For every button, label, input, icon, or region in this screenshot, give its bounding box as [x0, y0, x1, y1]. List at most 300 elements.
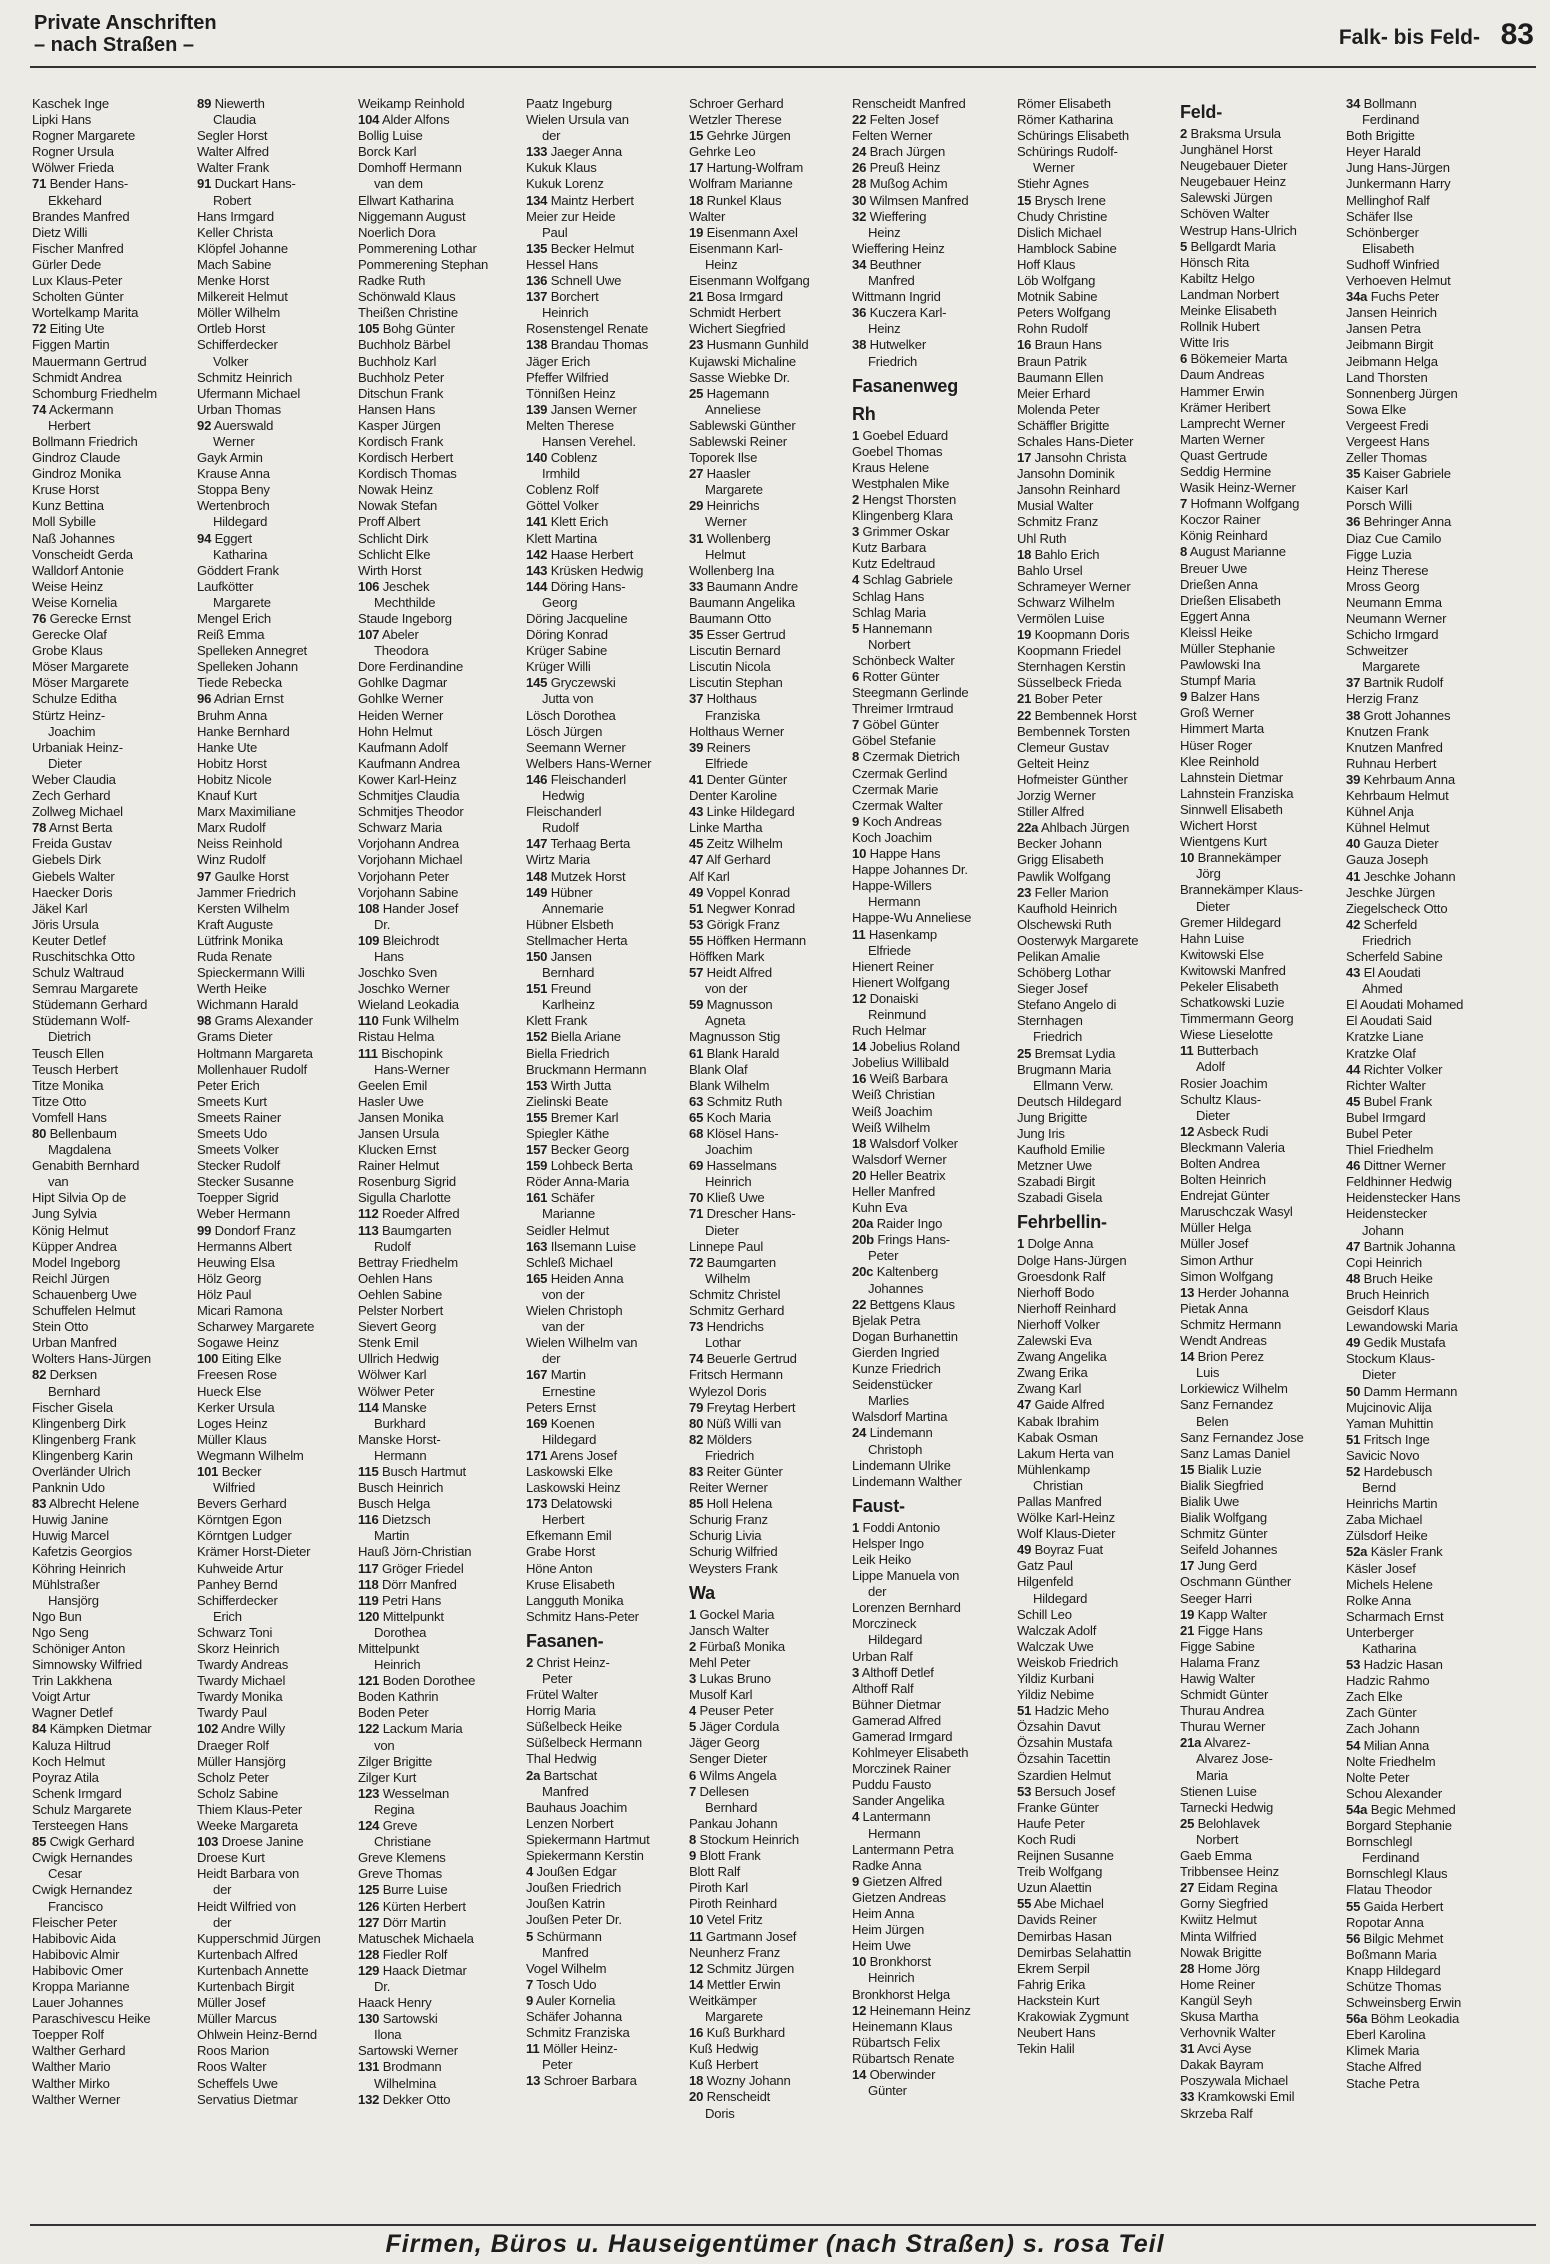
directory-entry: 96 Adrian Ernst	[197, 691, 284, 707]
directory-entry: 12 Heinemann Heinz	[852, 2002, 971, 2018]
directory-entry: Renscheidt Manfred	[852, 96, 966, 111]
directory-entry: Wasik Heinz-Werner	[1180, 480, 1296, 496]
directory-entry: Schmitz Heinrich	[197, 369, 293, 385]
directory-entry: Weiß Christian	[852, 1087, 935, 1103]
directory-entry: 1 Goebel Eduard	[852, 427, 949, 443]
directory-entry: 53 Görigk Franz	[689, 916, 780, 932]
directory-entry: 27 Haasler	[689, 466, 751, 482]
directory-entry: 18 Runkel Klaus	[689, 192, 782, 208]
directory-entry: 15 Gehrke Jürgen	[689, 128, 791, 144]
directory-entry: Schlag Hans	[852, 588, 925, 604]
directory-entry: 138 Brandau Thomas	[526, 337, 649, 353]
directory-entry: Kohlmeyer Elisabeth	[852, 1745, 969, 1761]
house-number: 109	[358, 932, 380, 948]
directory-entry: Marx Rudolf	[197, 820, 266, 836]
directory-entry: Jäkel Karl	[32, 900, 88, 916]
house-number: 71	[689, 1206, 704, 1222]
directory-entry: Neubert Hans	[1017, 2025, 1096, 2041]
directory-entry: Uhl Ruth	[1017, 530, 1067, 546]
directory-entry: Koch Joachim	[852, 829, 932, 845]
directory-entry: Simnowsky Wilfried	[32, 1657, 142, 1673]
directory-entry: Seddig Hermine	[1180, 463, 1272, 479]
directory-entry: Käsler Josef	[1346, 1560, 1416, 1576]
directory-entry: Radke Anna	[852, 1857, 922, 1873]
directory-entry: Huwig Marcel	[32, 1528, 109, 1544]
directory-entry: Fischer Manfred	[32, 240, 124, 256]
house-number: 101	[197, 1463, 219, 1479]
directory-entry: Richter Walter	[1346, 1077, 1426, 1093]
directory-entry: Rolke Anna	[1346, 1592, 1411, 1608]
directory-entry: 39 Reiners	[689, 739, 751, 755]
house-number: 35	[1346, 466, 1361, 482]
house-number: 16	[852, 1071, 867, 1087]
house-number: 82	[689, 1431, 704, 1447]
house-number: 18	[689, 192, 704, 208]
directory-entry: 7 Hofmann Wolfgang	[1180, 496, 1300, 512]
directory-entry: Kordisch Frank	[358, 433, 444, 449]
directory-entry: Bleckmann Valeria	[1180, 1139, 1285, 1155]
directory-entry: Schmitz Franziska	[526, 2025, 630, 2041]
directory-entry: 10 Bronkhorst	[852, 1954, 931, 1970]
entry-continuation: Ilona	[374, 2027, 402, 2043]
directory-entry: Bubel Peter	[1346, 1126, 1413, 1141]
directory-entry: 120 Mittelpunkt	[358, 1608, 444, 1624]
entry-continuation: Dr.	[374, 1978, 391, 1994]
house-number: 108	[358, 900, 380, 916]
directory-entry: Wiese Lieselotte	[1180, 1027, 1273, 1043]
directory-entry: Zach Günter	[1346, 1705, 1417, 1721]
directory-entry: 5 Jäger Cordula	[689, 1719, 780, 1735]
directory-entry: Weiß Joachim	[852, 1103, 933, 1119]
directory-entry: Happe-Wu Anneliese	[852, 910, 972, 926]
house-number: 4	[852, 1809, 860, 1825]
directory-entry: 31 Avci Ayse	[1180, 2041, 1252, 2057]
entry-continuation: Hildegard	[542, 1431, 597, 1447]
directory-entry: 13 Schroer Barbara	[526, 2073, 637, 2089]
entry-continuation: Robert	[213, 192, 252, 208]
house-number: 73	[689, 1319, 704, 1335]
house-number: 134	[526, 192, 548, 208]
directory-entry: Vorjohann Sabine	[358, 884, 459, 900]
house-number: 102	[197, 1721, 219, 1737]
directory-entry: Stellmacher Herta	[526, 932, 628, 948]
directory-entry: Schmitz Günter	[1180, 1526, 1268, 1542]
page-header-section	[34, 12, 217, 56]
directory-entry: 21 Bosa Irmgard	[689, 289, 783, 305]
directory-entry: Krämer Heribert	[1180, 399, 1271, 415]
house-number: 7	[526, 1976, 534, 1992]
directory-entry: Wirth Horst	[358, 562, 422, 578]
entry-continuation: Bernd	[1362, 1480, 1396, 1496]
directory-entry: Klimek Maria	[1346, 2043, 1420, 2059]
directory-entry: Müller Marcus	[197, 2011, 277, 2027]
directory-entry: Stiehr Agnes	[1017, 176, 1089, 192]
directory-entry: Schmidt Herbert	[689, 305, 781, 321]
house-number: 53	[689, 916, 704, 932]
entry-continuation: Dieter	[48, 755, 82, 771]
directory-entry: Klingenberg Frank	[32, 1431, 136, 1447]
directory-entry: Vorjohann Michael	[358, 852, 463, 868]
house-number: 22a	[1017, 820, 1039, 836]
directory-entry: Schulz Waltraud	[32, 965, 124, 981]
entry-continuation: Hans-Werner	[374, 1061, 450, 1077]
entry-continuation: Johann	[1362, 1222, 1404, 1238]
directory-entry: Hadzic Rahmo	[1346, 1673, 1430, 1689]
directory-entry: 5 Schürmann	[526, 1928, 602, 1944]
directory-entry: Stecker Rudolf	[197, 1158, 281, 1174]
directory-entry: Bjelak Petra	[852, 1312, 921, 1328]
directory-entry: Zwang Angelika	[1017, 1349, 1107, 1365]
directory-entry: Milkereit Helmut	[197, 289, 288, 305]
directory-entry: 124 Greve	[358, 1818, 418, 1834]
directory-entry: Coblenz Rolf	[526, 482, 599, 498]
directory-entry: Welbers Hans-Werner	[526, 755, 652, 771]
directory-entry: Wielen Ursula van	[526, 112, 629, 128]
directory-entry: Heim Jürgen	[852, 1922, 925, 1938]
directory-entry: 1 Gockel Maria	[689, 1606, 775, 1622]
directory-entry: Pelster Norbert	[358, 1303, 444, 1319]
directory-entry: Pommerening Lothar	[358, 240, 477, 256]
directory-entry: 146 Fleischanderl	[526, 771, 626, 787]
directory-entry: Reichl Jürgen	[32, 1270, 110, 1286]
directory-entry: 37 Holthaus	[689, 691, 757, 707]
directory-entry: Koczor Rainer	[1180, 512, 1261, 528]
directory-entry: Molenda Peter	[1017, 401, 1100, 417]
directory-entry: 38 Hutwelker	[852, 337, 927, 353]
directory-entry: Jansohn Reinhard	[1017, 482, 1121, 498]
directory-entry: Klingenberg Dirk	[32, 1415, 126, 1431]
directory-entry: Walther Gerhard	[32, 2043, 126, 2059]
directory-entry: Jansch Walter	[689, 1622, 769, 1638]
house-number: 131	[358, 2059, 380, 2075]
house-number: 28	[1180, 1960, 1195, 1976]
street-heading: Wa	[689, 1582, 715, 1603]
directory-entry: Lipki Hans	[32, 112, 92, 128]
directory-entry: Sigulla Charlotte	[358, 1190, 451, 1206]
street-heading: Feld-	[1180, 102, 1222, 122]
directory-entry: 18 Wozny Johann	[689, 2073, 791, 2089]
directory-entry: Weise Heinz	[32, 578, 104, 594]
house-number: 31	[1180, 2041, 1195, 2057]
directory-entry: Schmitz Christel	[689, 1286, 781, 1302]
directory-entry: Gelteit Heinz	[1017, 755, 1090, 771]
directory-entry: 94 Eggert	[197, 530, 252, 546]
directory-entry: Rogner Ursula	[32, 144, 114, 160]
directory-entry: Salewski Jürgen	[1180, 190, 1273, 206]
directory-entry: Sowa Elke	[1346, 401, 1407, 417]
directory-entry: Scholz Peter	[197, 1769, 269, 1785]
directory-entry: Schönbeck Walter	[852, 652, 955, 668]
house-number: 51	[1346, 1431, 1361, 1447]
directory-entry: Kerker Ursula	[197, 1399, 275, 1415]
directory-entry: Zech Gerhard	[32, 788, 111, 804]
directory-entry: Matuschek Michaela	[358, 1930, 474, 1946]
directory-entry: 1 Foddi Antonio	[852, 1519, 941, 1535]
directory-entry: 143 Krüsken Hedwig	[526, 562, 644, 578]
directory-entry: Koch Helmut	[32, 1753, 105, 1769]
directory-entry: Müller Klaus	[197, 1431, 267, 1447]
directory-entry: Walsdorf Martina	[852, 1409, 948, 1425]
house-number: 14	[689, 1976, 704, 1992]
directory-entry: 29 Heinrichs	[689, 498, 760, 514]
directory-entry: 10 Vetel Fritz	[689, 1912, 763, 1928]
directory-entry: Joschko Sven	[358, 965, 438, 981]
directory-entry: Seemann Werner	[526, 739, 626, 755]
directory-entry: Jobelius Willibald	[852, 1055, 949, 1071]
directory-entry: Hamblock Sabine	[1017, 240, 1117, 256]
directory-entry: 2 Christ Heinz-	[526, 1654, 610, 1670]
directory-entry: Lahnstein Dietmar	[1180, 769, 1283, 785]
house-number: 10	[852, 846, 867, 862]
entry-continuation: Christian	[1033, 1477, 1083, 1493]
entry-continuation: der	[542, 1351, 561, 1367]
directory-entry: Rohn Rudolf	[1017, 321, 1088, 337]
directory-entry: Sogawe Heinz	[197, 1335, 280, 1351]
house-number: 25	[1017, 1045, 1032, 1061]
directory-entry: Winz Rudolf	[197, 852, 266, 868]
house-number: 4	[852, 572, 860, 588]
directory-entry: Ruhnau Herbert	[1346, 755, 1437, 771]
directory-entry: 20 Heller Beatrix	[852, 1167, 946, 1183]
directory-entry: Lindemann Walther	[852, 1473, 962, 1489]
directory-entry: 20 Renscheidt	[689, 2089, 771, 2105]
directory-entry: 44 Richter Volker	[1346, 1061, 1443, 1077]
house-number: 74	[689, 1351, 704, 1367]
house-number: 85	[32, 1834, 47, 1850]
directory-entry: Pfeffer Wilfried	[526, 369, 609, 385]
directory-entry: Rübartsch Renate	[852, 2050, 955, 2066]
house-number: 129	[358, 1962, 380, 1978]
directory-entry: Joußen Peter Dr.	[526, 1912, 622, 1928]
directory-entry: Thurau Werner	[1180, 1719, 1266, 1735]
house-number: 139	[526, 401, 548, 417]
house-number: 97	[197, 868, 212, 884]
house-number: 136	[526, 273, 548, 289]
house-number: 122	[358, 1721, 380, 1737]
directory-entry: Halama Franz	[1180, 1654, 1260, 1670]
directory-entry: Noerlich Dora	[358, 224, 436, 240]
directory-entry: 13 Herder Johanna	[1180, 1284, 1289, 1300]
house-number: 147	[526, 836, 548, 852]
house-number: 23	[1017, 884, 1032, 900]
directory-entry: Höffken Mark	[689, 948, 765, 964]
directory-entry: 68 Klösel Hans-	[689, 1126, 779, 1141]
directory-entry: Schultz Klaus-	[1180, 1091, 1261, 1107]
directory-entry: 52a Käsler Frank	[1346, 1544, 1443, 1560]
directory-entry: 113 Baumgarten	[358, 1222, 452, 1238]
directory-entry: Köhring Heinrich	[32, 1560, 126, 1576]
house-number: 5	[852, 620, 860, 636]
directory-entry: 42 Scherfeld	[1346, 916, 1418, 932]
directory-entry: Habibovic Almir	[32, 1946, 120, 1962]
directory-entry: Kleissl Heike	[1180, 624, 1253, 640]
directory-entry: Hönsch Rita	[1180, 254, 1250, 270]
entry-continuation: van der	[542, 1319, 585, 1335]
directory-entry: Walczak Adolf	[1017, 1622, 1097, 1638]
entry-continuation: Martin	[374, 1528, 410, 1544]
directory-entry: Pallas Manfred	[1017, 1493, 1102, 1509]
directory-entry: Musolf Karl	[689, 1687, 753, 1703]
directory-entry: 132 Dekker Otto	[358, 2091, 451, 2107]
directory-entry: Oosterwyk Margarete	[1017, 932, 1139, 948]
header-line-1: Private Anschriften	[34, 12, 217, 34]
directory-entry: Kühnel Helmut	[1346, 820, 1430, 836]
directory-entry: 20b Frings Hans-	[852, 1232, 950, 1248]
entry-continuation: Hildegard	[868, 1632, 923, 1648]
directory-entry: Rainer Helmut	[358, 1158, 440, 1174]
entry-continuation: von der	[542, 1286, 585, 1302]
directory-entry: Eisenmann Wolfgang	[689, 273, 810, 289]
directory-entry: Wölwer Frieda	[32, 160, 114, 176]
directory-entry: Model Ingeborg	[32, 1254, 121, 1270]
directory-entry: Kutz Barbara	[852, 540, 927, 556]
directory-entry: Hüser Roger	[1180, 737, 1253, 753]
directory-entry: Niggemann August	[358, 208, 466, 224]
directory-entry: Weeke Margareta	[197, 1818, 298, 1834]
house-number: 37	[689, 691, 704, 707]
directory-entry: Zeller Thomas	[1346, 450, 1427, 466]
directory-entry: Rollnik Hubert	[1180, 319, 1260, 335]
house-number: 11	[852, 926, 866, 942]
directory-entry: Laufkötter	[197, 578, 254, 594]
directory-entry: 56a Böhm Leokadia	[1346, 2011, 1460, 2027]
house-number: 63	[689, 1093, 704, 1109]
directory-entry: 49 Voppel Konrad	[689, 884, 790, 900]
directory-entry: 8 Stockum Heinrich	[689, 1831, 799, 1847]
house-number: 23	[689, 337, 704, 353]
directory-entry: Sablewski Reiner	[689, 433, 787, 449]
entry-continuation: Annemarie	[542, 900, 604, 916]
directory-entry: Marten Werner	[1180, 431, 1265, 447]
directory-column-4	[526, 96, 686, 2220]
directory-entry: Baumann Otto	[689, 611, 772, 626]
house-number: 27	[1180, 1880, 1195, 1896]
entry-continuation: Ahmed	[1362, 981, 1403, 997]
house-number: 7	[1180, 496, 1188, 512]
house-number: 17	[689, 160, 704, 176]
entry-continuation: Hansjörg	[48, 1592, 99, 1608]
directory-entry: 35 Kaiser Gabriele	[1346, 466, 1451, 482]
directory-entry: Bembennek Torsten	[1017, 723, 1130, 739]
directory-entry: Hessel Hans	[526, 256, 599, 272]
directory-entry: Özsahin Mustafa	[1017, 1735, 1113, 1751]
directory-entry: Neugebauer Heinz	[1180, 174, 1286, 190]
entry-continuation: Dietrich	[48, 1029, 91, 1045]
house-number: 14	[852, 1039, 867, 1055]
house-number: 27	[689, 466, 704, 482]
directory-entry: 19 Eisenmann Axel	[689, 224, 798, 240]
directory-entry: Schmidt Günter	[1180, 1687, 1269, 1703]
house-number: 69	[689, 1158, 704, 1174]
directory-entry: Borgard Stephanie	[1346, 1818, 1452, 1834]
directory-entry: Wientgens Kurt	[1180, 834, 1267, 850]
directory-entry: 76 Gerecke Ernst	[32, 611, 131, 626]
directory-entry: Gierden Ingried	[852, 1344, 940, 1360]
directory-entry: Huwig Janine	[32, 1512, 109, 1528]
house-number: 29	[689, 498, 704, 514]
directory-entry: Threimer Irmtraud	[852, 701, 954, 717]
house-number: 65	[689, 1109, 704, 1125]
house-number: 98	[197, 1013, 212, 1029]
directory-entry: 21 Bober Peter	[1017, 691, 1103, 707]
directory-entry: Weiskob Friedrich	[1017, 1654, 1119, 1670]
directory-entry: Pietak Anna	[1180, 1300, 1248, 1316]
entry-continuation: Margarete	[1362, 659, 1420, 675]
house-number: 15	[1180, 1461, 1195, 1477]
house-number: 115	[358, 1463, 379, 1479]
directory-entry: Schwarz Wilhelm	[1017, 594, 1115, 610]
directory-entry: 25 Hagemann	[689, 385, 770, 401]
directory-entry: 41 Denter Günter	[689, 771, 787, 787]
directory-entry: Mehl Peter	[689, 1654, 751, 1670]
directory-entry: Wölke Karl-Heinz	[1017, 1510, 1115, 1526]
house-number: 18	[689, 2073, 704, 2089]
directory-entry: Ruschitschka Otto	[32, 948, 135, 964]
directory-entry: Helsper Ingo	[852, 1535, 924, 1551]
directory-entry: Haufe Peter	[1017, 1815, 1085, 1831]
directory-entry: Schauenberg Uwe	[32, 1286, 137, 1302]
directory-entry: Schlicht Dirk	[358, 530, 429, 546]
directory-entry: 102 Andre Willy	[197, 1721, 285, 1737]
directory-entry: Kruse Elisabeth	[526, 1576, 615, 1592]
directory-entry: Szabadi Gisela	[1017, 1190, 1103, 1206]
entry-continuation: Johannes	[868, 1280, 924, 1296]
directory-entry: 82 Derksen	[32, 1367, 97, 1383]
entry-continuation: der	[542, 128, 561, 144]
directory-entry: Czermak Walter	[852, 797, 943, 813]
house-number: 20	[852, 1167, 867, 1183]
house-number: 80	[32, 1126, 47, 1141]
directory-entry: 6 Bökemeier Marta	[1180, 351, 1288, 367]
directory-entry: 59 Magnusson	[689, 997, 773, 1013]
directory-entry: 128 Fiedler Rolf	[358, 1946, 448, 1962]
house-number: 38	[852, 337, 867, 353]
directory-entry: Walther Mirko	[32, 2075, 110, 2091]
directory-entry: Eberl Karolina	[1346, 2027, 1426, 2043]
directory-entry: 69 Hasselmans	[689, 1158, 777, 1174]
directory-entry: Wichert Horst	[1180, 818, 1257, 834]
directory-entry: Jeibmann Birgit	[1346, 337, 1434, 353]
directory-entry: 14 Brion Perez	[1180, 1349, 1264, 1365]
directory-entry: 116 Dietzsch	[358, 1512, 431, 1528]
directory-entry: 33 Kramkowski Emil	[1180, 2089, 1295, 2105]
directory-entry: 47 Alf Gerhard	[689, 852, 771, 868]
directory-entry: Habibovic Aida	[32, 1930, 116, 1946]
house-number: 5	[689, 1719, 697, 1735]
house-number: 114	[358, 1399, 379, 1415]
directory-entry: Wagner Detlef	[32, 1705, 113, 1721]
house-number: 135	[526, 240, 548, 256]
directory-entry: 140 Coblenz	[526, 450, 598, 466]
house-number: 1	[852, 1519, 860, 1535]
directory-entry: Schürings Rudolf-	[1017, 144, 1118, 160]
directory-entry: Gohlke Werner	[358, 691, 444, 707]
house-number: 125	[358, 1882, 380, 1898]
directory-entry: Joußen Katrin	[526, 1896, 605, 1912]
directory-entry: Neumann Werner	[1346, 611, 1447, 626]
directory-entry: 57 Heidt Alfred	[689, 965, 772, 981]
house-number: 9	[852, 1873, 860, 1889]
directory-entry: Schütze Thomas	[1346, 1978, 1442, 1994]
directory-entry: Joußen Friedrich	[526, 1880, 622, 1896]
directory-entry: 136 Schnell Uwe	[526, 273, 622, 289]
directory-entry: Oehlen Hans	[358, 1270, 433, 1286]
directory-entry: Möller Wilhelm	[197, 305, 281, 321]
directory-entry: Koch Rudi	[1017, 1831, 1076, 1847]
directory-entry: Heinemann Klaus	[852, 2018, 953, 2034]
directory-entry: Grobe Klaus	[32, 643, 103, 659]
entry-continuation: der	[213, 1914, 232, 1930]
